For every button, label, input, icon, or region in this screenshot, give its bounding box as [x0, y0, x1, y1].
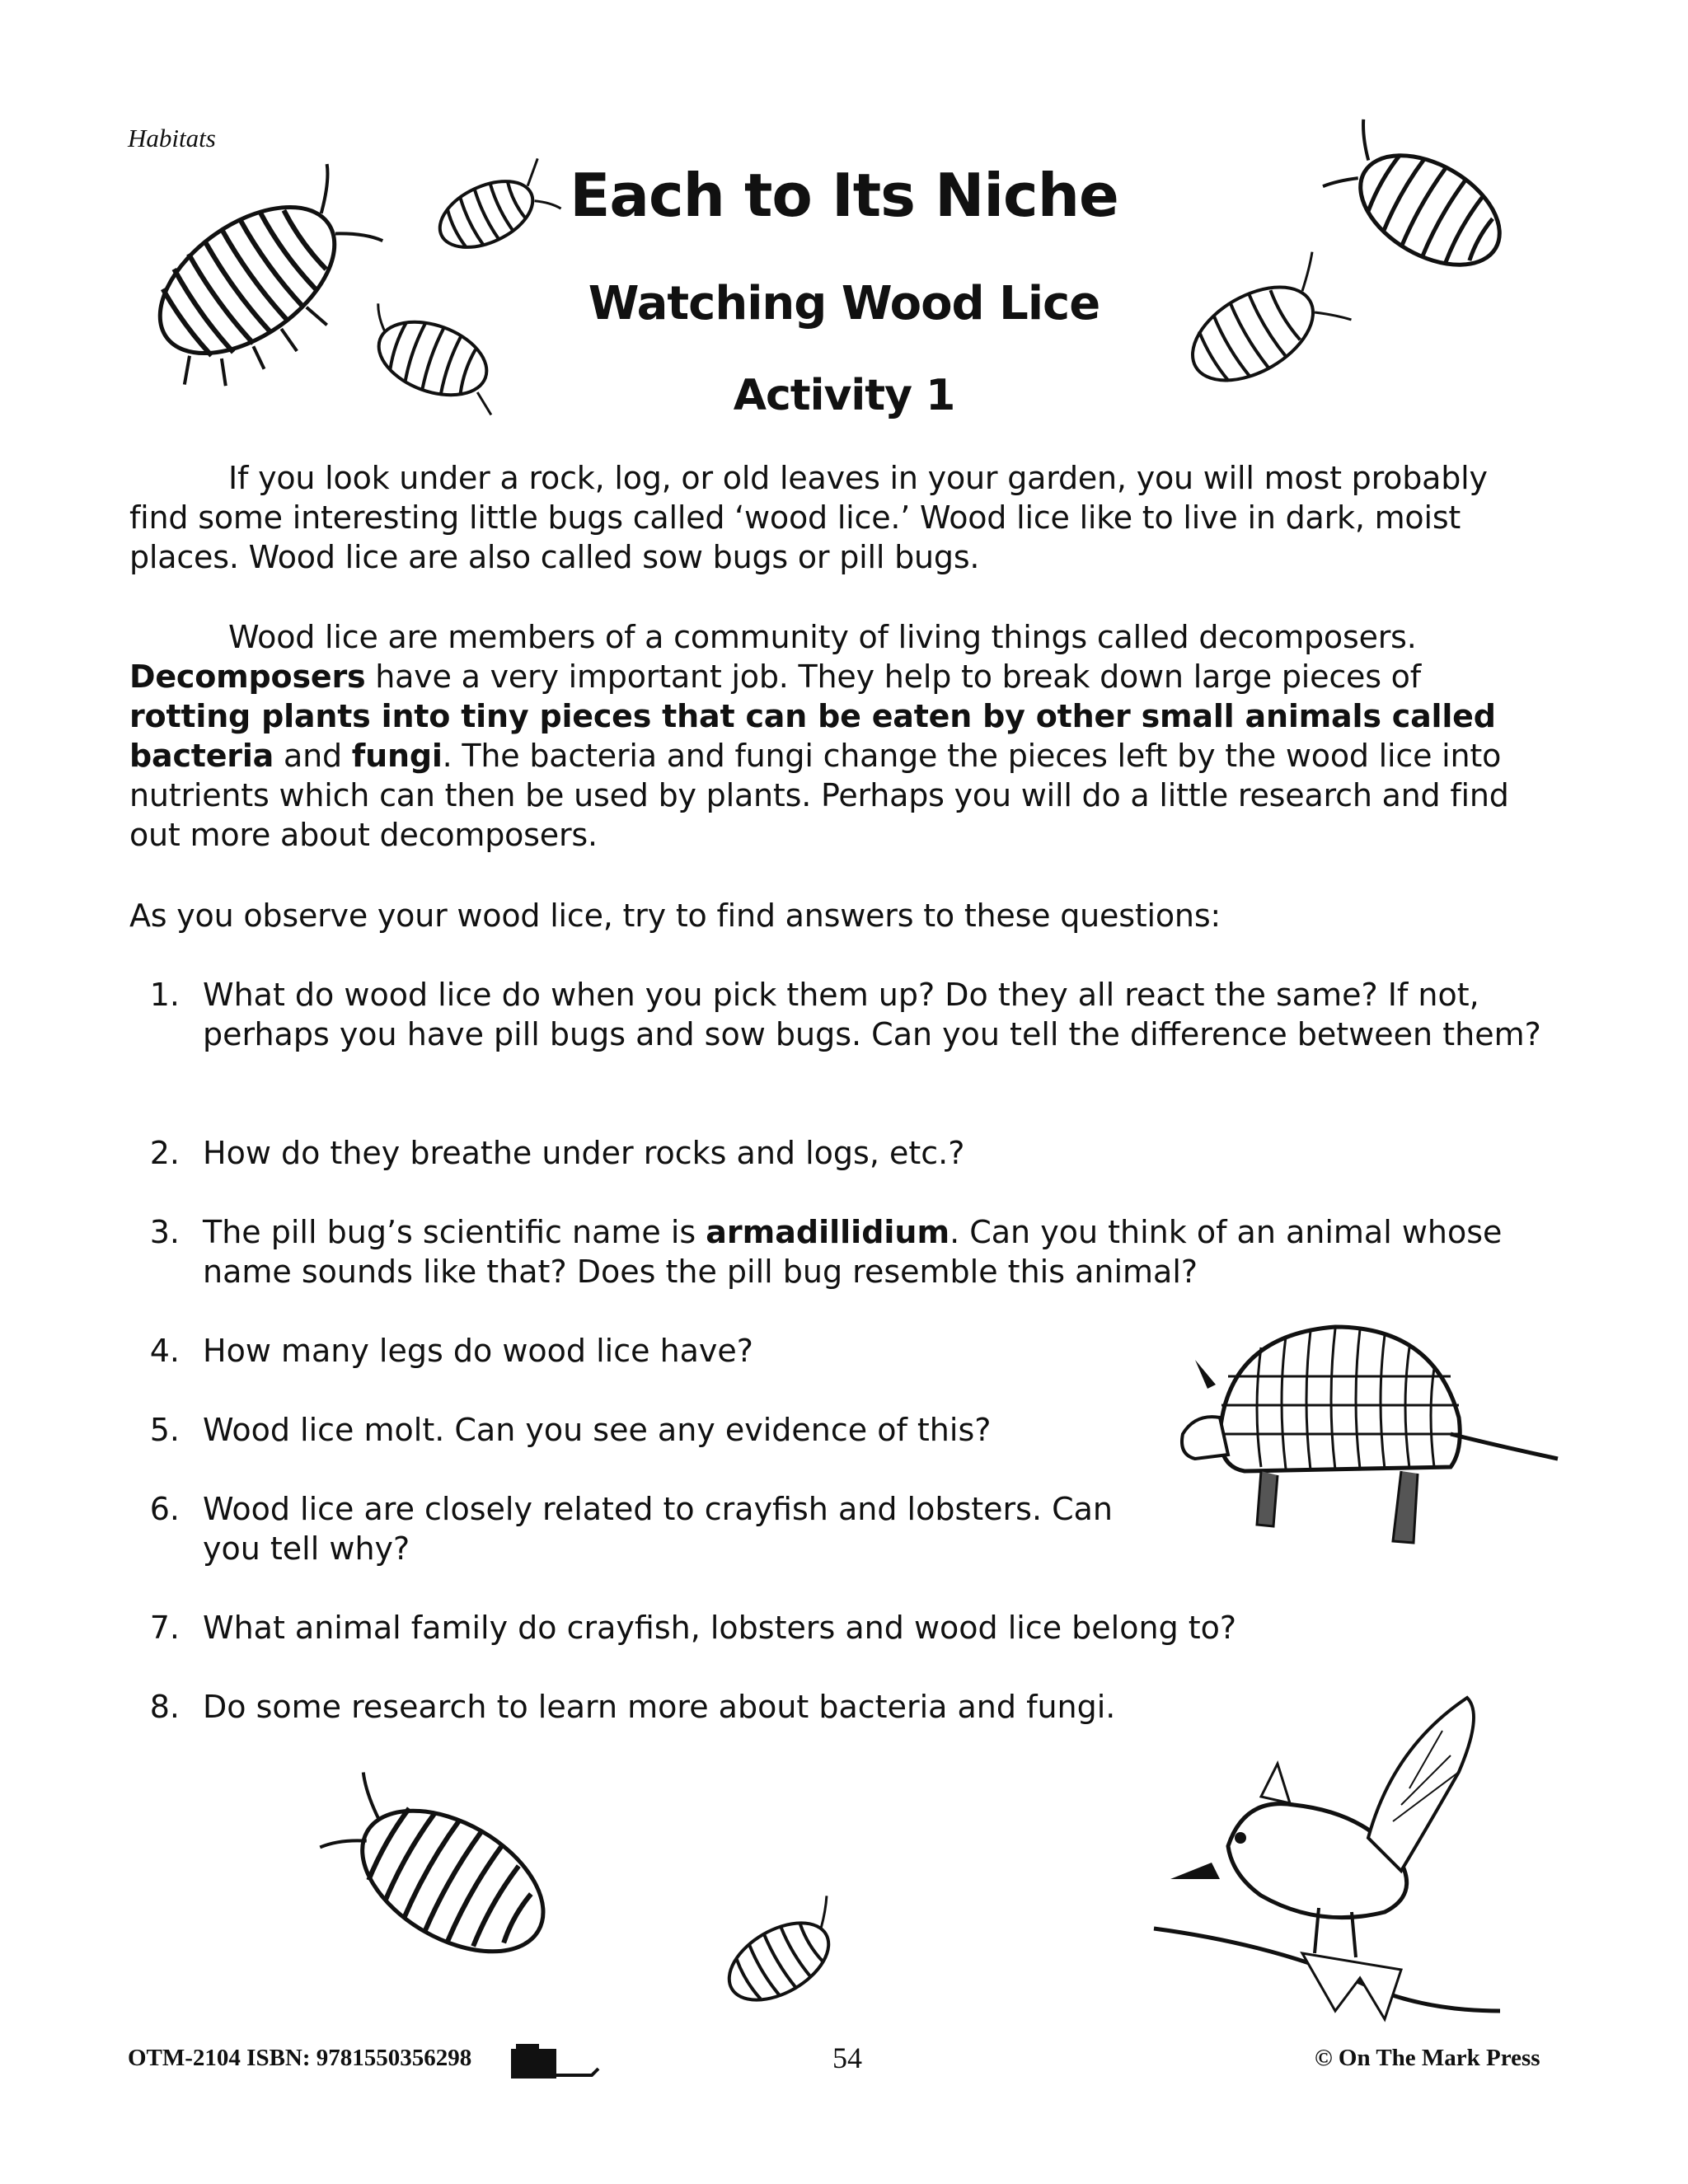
decomposers-text-2: and	[274, 738, 352, 774]
question-text-part: The pill bug’s scientific name is	[203, 1214, 706, 1250]
question-number: 1.	[149, 977, 180, 1013]
question-text: Do some research to learn more about bacteria and fungi.	[203, 1689, 1116, 1725]
blue-jay-illustration	[1154, 1681, 1525, 2027]
copyright-notice: © On The Mark Press	[1315, 2045, 1540, 2071]
questions-intro: As you observe your wood lice, try to find answers to these questions:	[129, 898, 1221, 934]
section-label: Habitats	[128, 124, 216, 152]
question-number: 6.	[149, 1491, 180, 1527]
teacher-resource-icon	[509, 2042, 600, 2083]
question-text	[203, 1212, 1546, 1291]
question-text: Wood lice are closely related to crayfish and lobsters. Can you tell why?	[203, 1491, 1114, 1567]
armadillo-illustration	[1170, 1310, 1566, 1558]
question-number: 4.	[149, 1333, 180, 1369]
question-number: 7.	[149, 1610, 180, 1646]
woodlouse-illustration	[1170, 264, 1335, 404]
question-text: What animal family do crayfish, lobsters and wood lice belong to?	[203, 1610, 1237, 1646]
woodlouse-illustration-small	[424, 165, 548, 264]
page-subtitle: Watching Wood Lice	[588, 277, 1100, 330]
question-text: What do wood lice do when you pick them up? Do they all react the same? If not, perhaps you have pill bugs and sow bugs. Can you tell the difference between them?	[203, 977, 1541, 1052]
page-title: Each to Its Niche	[570, 161, 1118, 230]
decomposers-first-line: Wood lice are members of a community of living things called decomposers.	[228, 619, 1417, 655]
question-number: 3.	[149, 1214, 180, 1250]
fungi-term: fungi	[351, 738, 443, 774]
publication-code: OTM-2104 ISBN: 9781550356298	[128, 2045, 472, 2071]
woodlouse-illustration-large	[321, 1780, 577, 1978]
woodlouse-illustration-small	[363, 301, 503, 416]
decomposers-term: Decomposers	[129, 658, 366, 695]
decomposers-text-3: . The bacteria and fungi change the pieces left by the wood lice into nutrients which can then be used by plants. Perhaps you will do a little research and find out more about decomposers.	[129, 738, 1509, 853]
activity-heading: Activity 1	[733, 371, 955, 420]
question-text-part: . Can you think of an animal whose name sounds like that? Does the pill bug resemble this animal?	[203, 1214, 1503, 1290]
page-number: 54	[832, 2041, 862, 2074]
rotting-plants-phrase: rotting plants into tiny pieces that can be eaten by other small animals called bacteria	[129, 698, 1496, 774]
question-number: 5.	[149, 1412, 180, 1448]
armadillidium-term: armadillidium	[706, 1214, 950, 1250]
decomposers-text-1: have a very important job. They help to break down large pieces of	[365, 658, 1421, 695]
decomposers-paragraph	[129, 617, 1547, 855]
question-text: Wood lice molt. Can you see any evidence of this?	[203, 1412, 992, 1448]
woodlouse-illustration-large	[124, 165, 371, 396]
woodlouse-illustration	[1335, 132, 1525, 288]
question-text: How many legs do wood lice have?	[203, 1333, 753, 1369]
decomposers-body	[129, 657, 1547, 855]
intro-paragraph: If you look under a rock, log, or old leaves in your garden, you will most probably find some interesting little bugs called ‘wood lice.’ Wood lice like to live in dark, moist places. Wood lice are also called sow bugs or pill bugs.	[129, 460, 1488, 575]
question-number: 2.	[149, 1135, 180, 1171]
question-text: How do they breathe under rocks and logs, etc.?	[203, 1135, 965, 1171]
woodlouse-illustration-small	[709, 1904, 849, 2019]
question-number: 8.	[149, 1689, 180, 1725]
